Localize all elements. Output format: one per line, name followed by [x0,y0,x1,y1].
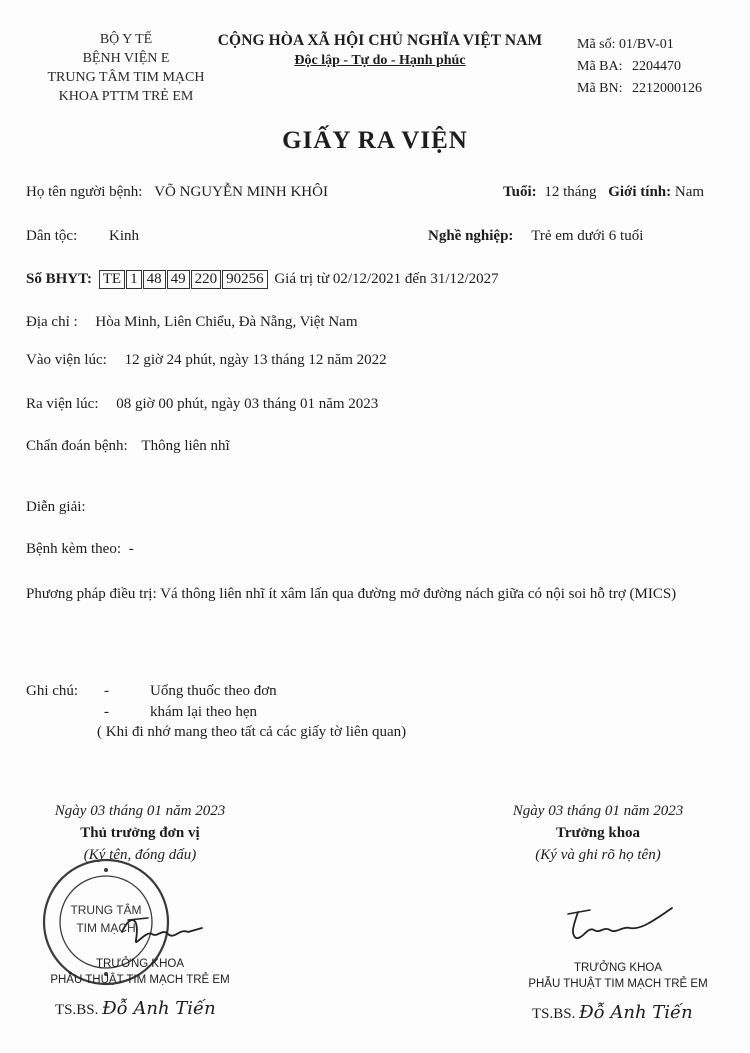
center-line: TRUNG TÂM TIM MẠCH [47,70,205,85]
bhyt-box: 49 [167,270,190,289]
ma-bn-row [577,78,702,100]
bhyt-label: Số BHYT: [26,271,92,287]
bhyt-box: 220 [191,270,222,289]
note-dash: - [104,683,109,699]
diagnosis-value: Thông liên nhĩ [141,438,230,454]
comorbid-value: - [128,541,134,557]
left-title-1: TRƯỞNG KHOA [95,958,185,970]
right-signature-block [478,800,718,866]
discharge-value: 08 giờ 00 phút, ngày 03 tháng 01 năm 2023 [116,396,379,412]
explain-row [26,499,86,516]
admit-value: 12 giờ 24 phút, ngày 13 tháng 12 năm 2022 [124,352,387,368]
right-doctor-name: Đỗ Anh Tiến [579,1002,693,1023]
ma-ba-value: 2204470 [632,59,681,74]
comorbid-label: Bệnh kèm theo: [26,541,121,557]
age-label: Tuổi: [503,184,537,200]
right-title-2: PHẪU THUẬT TIM MẠCH TRẺ EM [528,978,708,990]
diagnosis-label: Chẩn đoán bệnh: [26,438,128,454]
right-sign-hint: (Ký và ghi rõ họ tên) [535,847,661,863]
left-sign-hint: (Ký tên, đóng dấu) [83,847,197,863]
diagnosis-row [26,438,230,455]
left-doctor-name: Đỗ Anh Tiến [102,998,216,1019]
stamp-text-2: TIM MẠCH [76,921,136,935]
ma-ba-row [577,56,702,78]
job-label: Nghề nghiệp: [428,228,514,244]
ma-bn-label: Mã BN: [577,81,623,96]
right-doctor-prefix: TS.BS. [532,1006,576,1022]
left-doctor-titles [40,956,240,988]
address-value: Hòa Minh, Liên Chiểu, Đà Nẵng, Việt Nam [95,314,358,330]
address-row [26,314,358,331]
address-label: Địa chỉ : [26,314,78,330]
form-code: Mã số: 01/BV-01 [577,37,674,52]
treatment-row [26,584,726,604]
job-row [428,228,643,245]
right-doctor-name-row [532,1002,693,1023]
hospital-line: BỆNH VIỆN E [82,51,170,66]
note-dash: - [104,704,109,720]
ethnic-row [26,228,139,245]
right-doctor-titles [518,960,718,992]
stamp-text-1: TRUNG TÂM [70,903,142,917]
bhyt-box: 48 [143,270,166,289]
right-sign-role: Trưởng khoa [555,825,641,841]
bhyt-validity: Giá trị từ 02/12/2021 đến 31/12/2027 [274,271,499,287]
ma-ba-label: Mã BA: [577,59,623,74]
national-motto: Độc lập - Tự do - Hạnh phúc [294,53,466,68]
document-title: GIẤY RA VIỆN [282,127,468,154]
note-item-3: ( Khi đi nhớ mang theo tất cả các giấy tờ liên quan) [97,724,407,740]
treatment-label: Phương pháp điều trị: [26,586,157,602]
left-doctor-prefix: TS.BS. [55,1002,99,1018]
note-item-2: khám lại theo hẹn [150,704,258,720]
left-title-2: PHẪU THUẬT TIM MẠCH TRẺ EM [50,974,230,986]
discharge-label: Ra viện lúc: [26,396,99,412]
nation-name: CỘNG HÒA XÃ HỘI CHỦ NGHĨA VIỆT NAM [217,32,543,49]
insurance-row [26,270,499,289]
name-value: VÕ NGUYỄN MINH KHÔI [154,184,328,200]
sex-label: Giới tính: [608,184,672,200]
comorbid-row [26,541,134,558]
treatment-value: Vá thông liên nhĩ ít xâm lấn qua đường mở đường nách giữa có nội soi hỗ trợ (MICS) [160,586,677,602]
left-sign-role: Thủ trưởng đơn vị [80,825,200,841]
admit-label: Vào viện lúc: [26,352,107,368]
right-title-1: TRƯỞNG KHOA [573,962,663,974]
left-sign-date: Ngày 03 tháng 01 năm 2023 [54,803,226,819]
left-doctor-name-row [55,998,216,1019]
explain-label: Diễn giải: [26,499,86,515]
note-item-1: Uống thuốc theo đơn [150,683,277,699]
hospital-header [20,30,232,106]
age-value: 12 tháng [544,184,597,200]
left-signature-icon [118,910,208,955]
notes-label: Ghi chú: [26,683,79,699]
admission-row [26,352,387,369]
name-label: Họ tên người bệnh: [26,184,143,200]
record-codes [577,34,702,100]
department-line: KHOA PTTM TRẺ EM [58,89,194,104]
sex-value: Nam [674,184,705,200]
national-header [205,32,555,69]
ethnic-label: Dân tộc: [26,228,78,244]
patient-name-row [26,184,328,201]
right-signature-icon [560,900,680,950]
ethnic-value: Kinh [108,228,139,244]
bhyt-box: 1 [126,270,142,289]
ma-bn-value: 2212000126 [632,81,702,96]
bhyt-box: 90256 [222,270,268,289]
bhyt-box: TE [99,270,125,289]
ministry-line: BỘ Y TẾ [99,32,153,47]
right-sign-date: Ngày 03 tháng 01 năm 2023 [512,803,684,819]
discharge-row [26,396,378,413]
age-sex-row [503,184,704,201]
job-value: Trẻ em dưới 6 tuổi [531,228,644,244]
bhyt-number [99,271,273,287]
